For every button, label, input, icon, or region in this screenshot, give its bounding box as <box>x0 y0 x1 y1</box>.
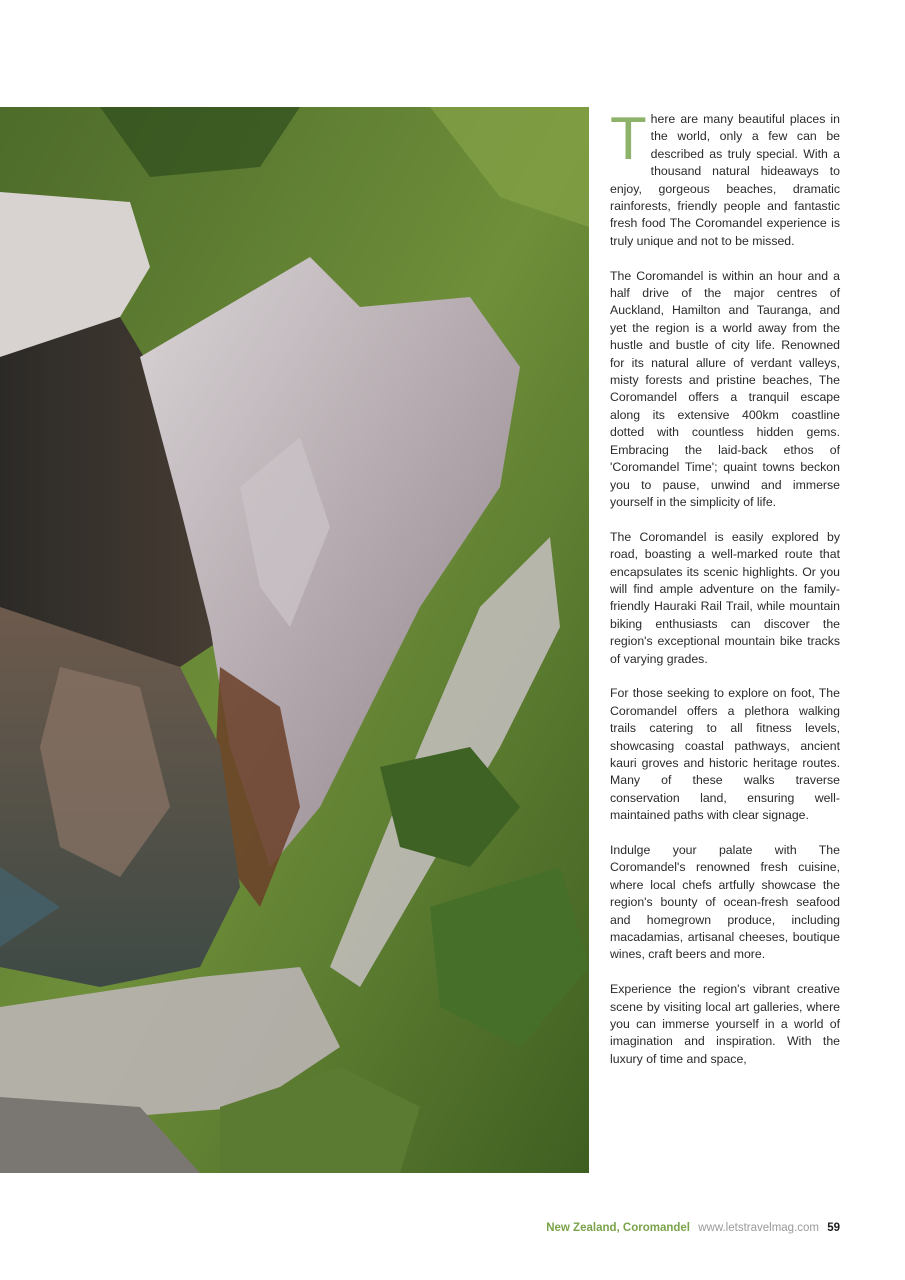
paragraph-walking: For those seeking to explore on foot, The Coromandel offers a plethora walking trails catering to all fitness levels, showcasing coastal pathways, ancient kauri groves and historic heritage routes. Many of these walks traverse conservation land, ensuring well-maintained paths with clear signage. <box>610 686 840 823</box>
gorge-illustration <box>0 107 589 1173</box>
article-body <box>610 105 840 1068</box>
page-number: 59 <box>827 1222 840 1234</box>
page-footer <box>546 1220 840 1236</box>
aerial-gorge-photo <box>0 107 589 1173</box>
paragraph-creative: Experience the region's vibrant creative scene by visiting local art galleries, where you can immerse yourself in a world of imagination and inspiration. With the luxury of time and space, <box>610 982 840 1066</box>
drop-cap: T <box>610 105 647 172</box>
footer-section-label: New Zealand, Coromandel <box>546 1222 690 1234</box>
footer-url: www.letstravelmag.com <box>698 1222 819 1234</box>
paragraph-intro-text: here are many beautiful places in the world, only a few can be described as truly special. With a thousand natural hideaways to enjoy, gorgeous beaches, dramatic rainforests, friendly people and fantastic fresh food The Coromandel experience is truly unique and not to be missed. <box>610 112 840 248</box>
paragraph-location: The Coromandel is within an hour and a half drive of the major centres of Auckland, Hamilton and Tauranga, and yet the region is a world away from the hustle and bustle of city life. Renowned for its natural allure of verdant valleys, misty forests and pristine beaches, The Coromandel offers a tranquil escape along its extensive 400km coastline dotted with countless hidden gems. Embracing the laid-back ethos of 'Coromandel Time'; quaint towns beckon you to pause, unwind and immerse yourself in the simplicity of life. <box>610 268 840 509</box>
paragraph-cuisine: Indulge your palate with The Coromandel's renowned fresh cuisine, where local chefs artfully showcase the region's bounty of ocean-fresh seafood and homegrown produce, including macadamias, artisanal cheeses, boutique wines, craft beers and more. <box>610 843 840 962</box>
paragraph-road-trail: The Coromandel is easily explored by road, boasting a well-marked route that encapsulates its scenic highlights. Or you will find ample adventure on the family-friendly Hauraki Rail Trail, while mountain biking enthusiasts can discover the region's exceptional mountain bike tracks of varying grades. <box>610 529 840 666</box>
paragraph-intro <box>610 105 840 250</box>
